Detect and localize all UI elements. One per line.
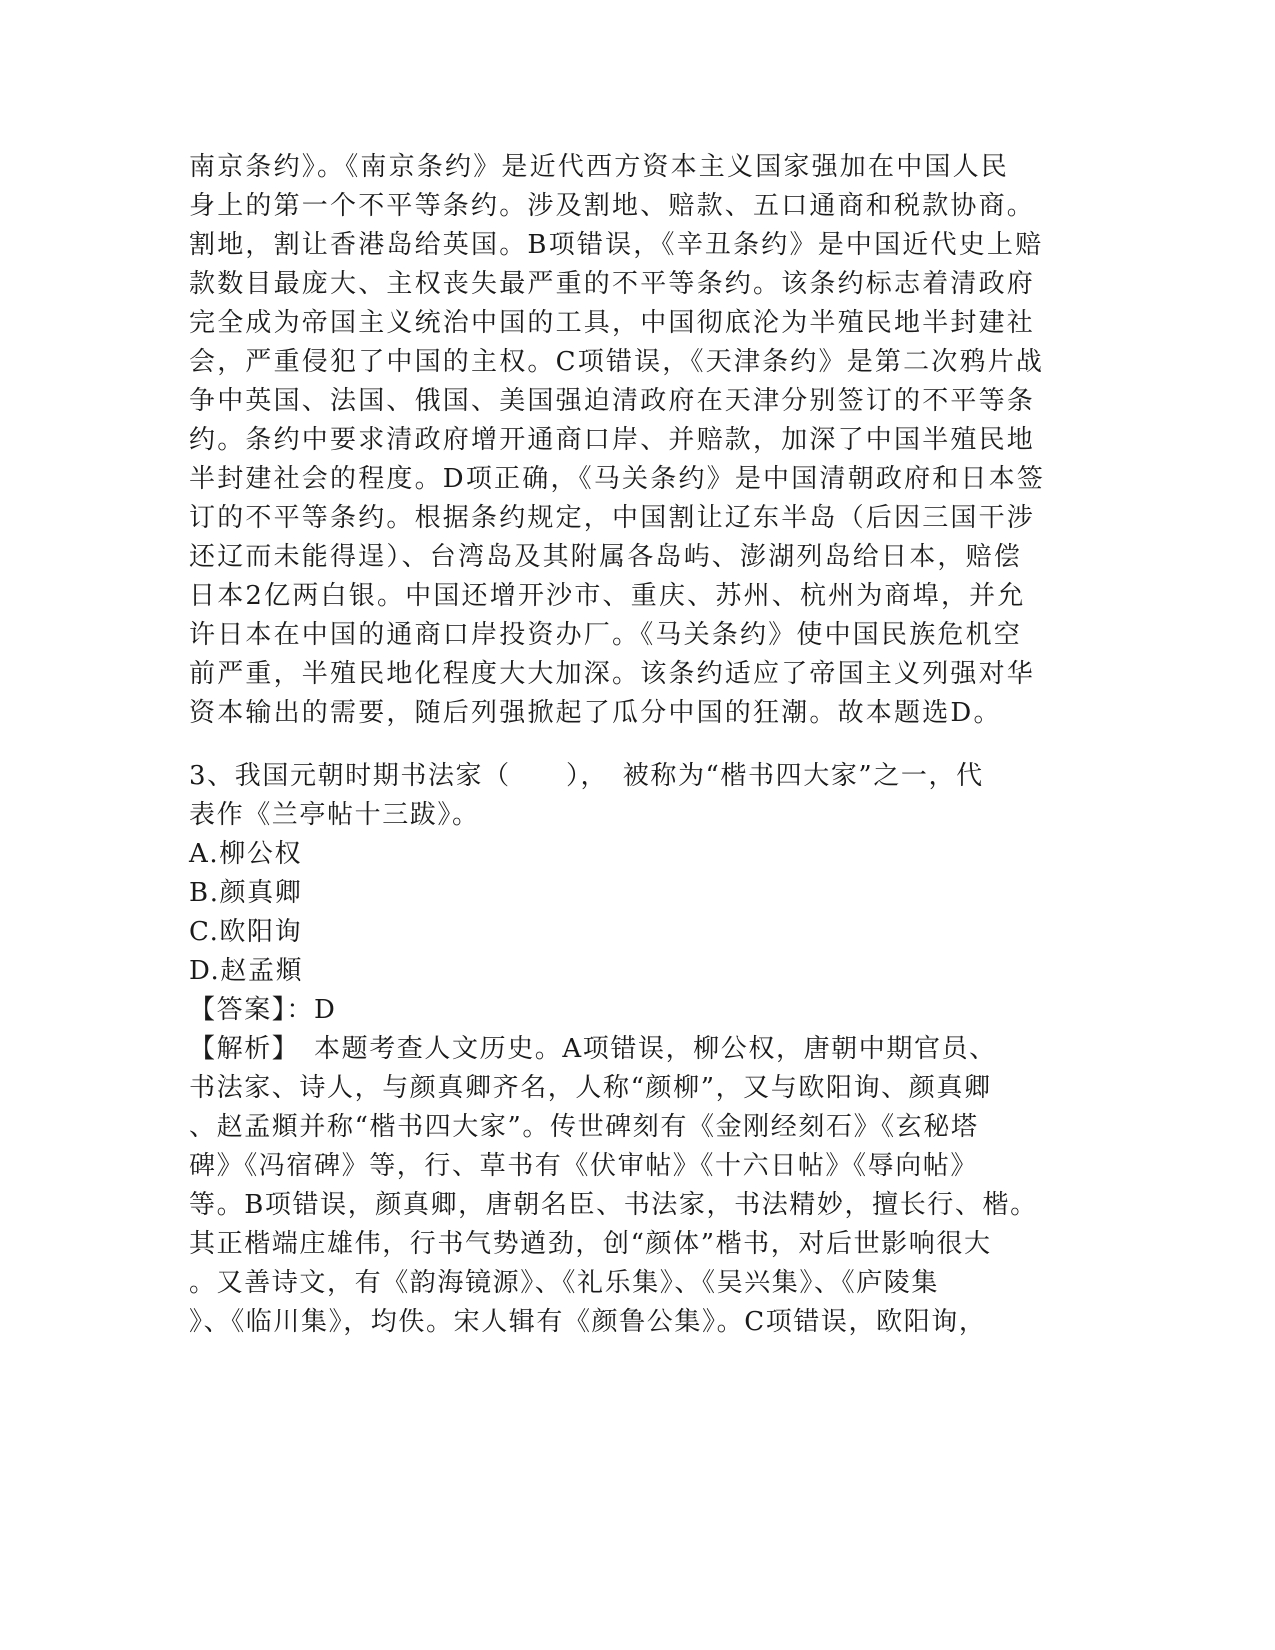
text-line: 割地，割让香港岛给英国。B项错误，《辛丑条约》是中国近代史上赔: [189, 230, 1044, 260]
analysis-line: 【解析】 本题考查人文历史。A项错误，柳公权，唐朝中期官员、: [189, 1034, 997, 1064]
question-stem-line: 3、我国元朝时期书法家（ ）， 被称为“楷书四大家”之一，代: [189, 761, 984, 791]
answer-line: 【答案】：D: [189, 995, 337, 1025]
text-line: 争中英国、法国、俄国、美国强迫清政府在天津分别签订的不平等条: [189, 386, 1036, 416]
analysis-line: 、赵孟頫并称“楷书四大家”。传世碑刻有《金刚经刻石》《玄秘塔: [189, 1112, 979, 1142]
text-line: 许日本在中国的通商口岸投资办厂。《马关条约》使中国民族危机空: [189, 620, 1023, 650]
question-3: [189, 757, 1089, 1342]
option-a: A.柳公权: [189, 839, 303, 869]
text-line: 日本2亿两白银。中国还增开沙市、重庆、苏州、杭州为商埠，并允: [189, 581, 1026, 611]
option-d: D.赵孟頫: [189, 956, 304, 986]
option-b: B.颜真卿: [189, 878, 303, 908]
analysis-line: 书法家、诗人，与颜真卿齐名，人称“颜柳”，又与欧阳询、颜真卿: [189, 1073, 992, 1103]
text-line: 订的不平等条约。根据条约规定，中国割让辽东半岛（后因三国干涉: [189, 503, 1036, 533]
page-content: [189, 148, 1089, 1342]
text-line: 资本输出的需要，随后列强掀起了瓜分中国的狂潮。故本题选D。: [189, 698, 1002, 728]
text-line: 约。条约中要求清政府增开通商口岸、并赔款，加深了中国半殖民地: [189, 425, 1036, 455]
text-line: 身上的第一个不平等条约。涉及割地、赔款、五口通商和税款协商。: [189, 191, 1036, 221]
text-line: 前严重，半殖民地化程度大大加深。该条约适应了帝国主义列强对华: [189, 659, 1036, 689]
analysis-line: 。又善诗文，有《韵海镜源》、《礼乐集》、《吴兴集》、《庐陵集: [189, 1268, 940, 1298]
question-stem-line: 表作《兰亭帖十三跋》。: [189, 800, 480, 830]
text-line: 款数目最庞大、主权丧失最严重的不平等条约。该条约标志着清政府: [189, 269, 1036, 299]
analysis-line: 》、《临川集》，均佚。宋人辑有《颜鲁公集》。C项错误，欧阳询，: [189, 1307, 987, 1337]
text-line: 还辽而未能得逞）、台湾岛及其附属各岛屿、澎湖列岛给日本，赔偿: [189, 542, 1023, 572]
analysis-line: 其正楷端庄雄伟，行书气势遒劲，创“颜体”楷书，对后世影响很大: [189, 1229, 992, 1259]
analysis-line: 碑》《冯宿碑》等，行、草书有《伏审帖》《十六日帖》《辱向帖》: [189, 1151, 979, 1181]
text-line: 完全成为帝国主义统治中国的工具，中国彻底沦为半殖民地半封建社: [189, 308, 1036, 338]
option-c: C.欧阳询: [189, 917, 303, 947]
text-line: 南京条约》。《南京条约》是近代西方资本主义国家强加在中国人民: [189, 152, 1010, 182]
text-line: 会，严重侵犯了中国的主权。C项错误，《天津条约》是第二次鸦片战: [189, 347, 1045, 377]
text-line: 半封建社会的程度。D项正确，《马关条约》是中国清朝政府和日本签: [189, 464, 1046, 494]
previous-explanation: [189, 148, 1089, 733]
paragraph-gap: [189, 733, 1089, 757]
analysis-line: 等。B项错误，颜真卿，唐朝名臣、书法家，书法精妙，擅长行、楷。: [189, 1190, 1038, 1220]
